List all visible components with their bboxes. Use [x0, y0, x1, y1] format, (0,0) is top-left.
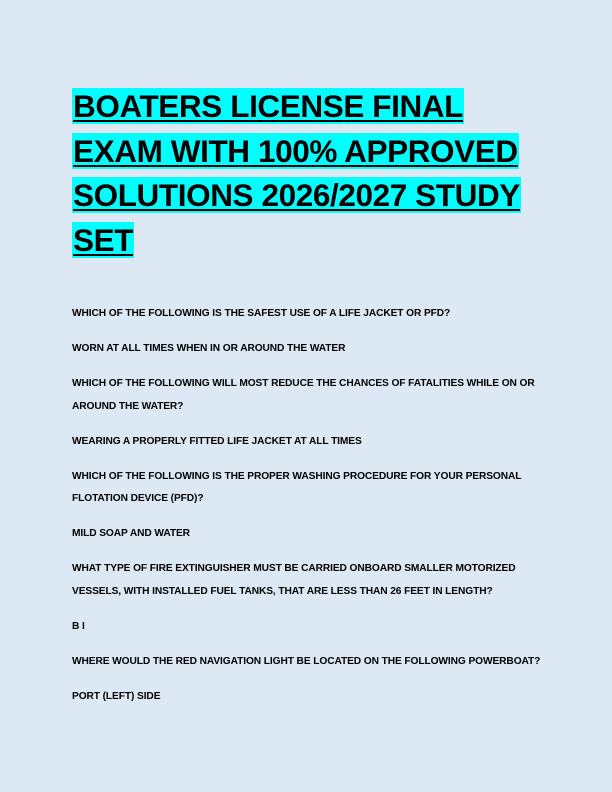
answer-2: WEARING A PROPERLY FITTED LIFE JACKET AT ALL TIMES [72, 435, 362, 447]
answer-3: MILD SOAP AND WATER [72, 528, 190, 539]
document-title-text: BOATERS LICENSE FINAL EXAM WITH 100% APPROVED SOLUTIONS 2026/2027 STUDY SET [73, 88, 520, 258]
question-1: WHICH OF THE FOLLOWING IS THE SAFEST USE OF A LIFE JACKET OR PFD? [72, 308, 451, 319]
answer-4: B I [72, 620, 85, 632]
question-4: WHAT TYPE OF FIRE EXTINGUISHER MUST BE CARRIED ONBOARD SMALLER MOTORIZED VESSELS, WITH INSTALLED FUEL TANKS, THAT ARE LESS THAN 26 FEET IN LENGTH? [72, 563, 516, 597]
question-answer-list [72, 303, 544, 721]
question-5: WHERE WOULD THE RED NAVIGATION LIGHT BE LOCATED ON THE FOLLOWING POWERBOAT? [72, 655, 541, 667]
question-2: WHICH OF THE FOLLOWING WILL MOST REDUCE THE CHANCES OF FATALITIES WHILE ON OR AROUND THE WATER? [72, 378, 535, 412]
question-3: WHICH OF THE FOLLOWING IS THE PROPER WASHING PROCEDURE FOR YOUR PERSONAL FLOTATION DEVICE (PFD)? [72, 470, 522, 504]
answer-5: PORT (LEFT) SIDE [72, 690, 161, 702]
document-title [72, 84, 542, 262]
answer-1: WORN AT ALL TIMES WHEN IN OR AROUND THE WATER [72, 343, 346, 354]
